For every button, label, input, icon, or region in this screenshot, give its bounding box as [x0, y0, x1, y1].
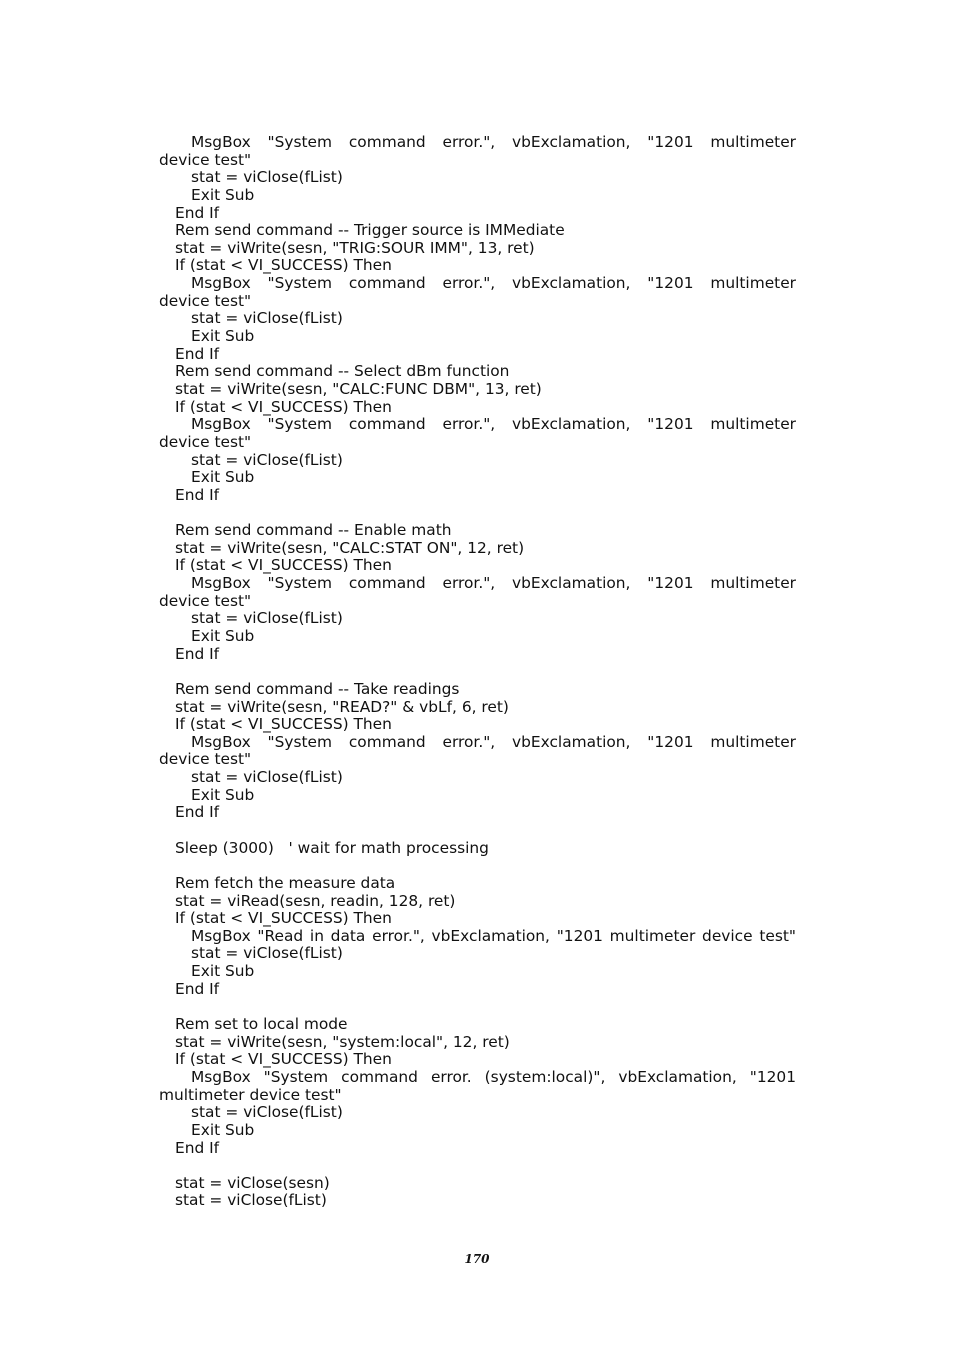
- code-line: stat = viWrite(sesn, "CALC:STAT ON", 12, ret): [175, 538, 525, 557]
- code-line: device test": [159, 291, 252, 310]
- code-line: stat = viClose(fList): [191, 768, 343, 787]
- code-line: stat = viWrite(sesn, "system:local", 12, ret): [175, 1032, 510, 1051]
- code-line: MsgBox "Read in data error.", vbExclamation, "1201 multimeter device test": [191, 926, 796, 945]
- code-line: stat = viClose(fList): [191, 1103, 343, 1122]
- code-line: Rem fetch the measure data: [175, 873, 396, 892]
- code-line: stat = viRead(sesn, readin, 128, ret): [175, 891, 456, 910]
- code-line: stat = viClose(fList): [191, 168, 343, 187]
- code-line: End If: [175, 979, 220, 998]
- code-line: MsgBox "System command error.", vbExclamation, "1201 multimeter: [191, 732, 796, 751]
- code-line: Exit Sub: [191, 327, 255, 346]
- code-line: End If: [175, 803, 220, 822]
- code-line: Exit Sub: [191, 785, 255, 804]
- code-line: stat = viClose(fList): [175, 1191, 327, 1210]
- code-line: stat = viClose(fList): [191, 309, 343, 328]
- code-line: If (stat < VI_SUCCESS) Then: [175, 556, 392, 575]
- code-line: stat = viWrite(sesn, "READ?" & vbLf, 6, ret): [175, 697, 509, 716]
- code-line: MsgBox "System command error.", vbExclamation, "1201 multimeter: [191, 274, 796, 293]
- code-line: multimeter device test": [159, 1085, 342, 1104]
- code-line: Exit Sub: [191, 962, 255, 981]
- blank-line: [159, 857, 796, 875]
- code-line: stat = viClose(fList): [191, 450, 343, 469]
- blank-line: [159, 663, 796, 681]
- blank-line: [159, 822, 796, 840]
- code-line: End If: [175, 644, 220, 663]
- blank-line: [159, 1157, 796, 1175]
- code-line: stat = viClose(fList): [191, 944, 343, 963]
- code-line: Rem send command -- Take readings: [175, 679, 460, 698]
- code-line: stat = viClose(fList): [191, 609, 343, 628]
- code-line: Rem send command -- Enable math: [175, 521, 452, 540]
- code-line: MsgBox "System command error.", vbExclamation, "1201 multimeter: [191, 574, 796, 593]
- page-number: 170: [464, 1252, 490, 1266]
- code-line: MsgBox "System command error. (system:local)", vbExclamation, "1201: [191, 1067, 796, 1086]
- code-line: MsgBox "System command error.", vbExclamation, "1201 multimeter: [191, 133, 796, 151]
- code-listing: [159, 134, 796, 1210]
- code-line: stat = viWrite(sesn, "CALC:FUNC DBM", 13, ret): [175, 379, 542, 398]
- code-line: stat = viClose(sesn): [175, 1173, 330, 1192]
- code-line: If (stat < VI_SUCCESS) Then: [175, 256, 392, 275]
- code-line: End If: [175, 1138, 220, 1157]
- code-line: If (stat < VI_SUCCESS) Then: [175, 397, 392, 416]
- code-line: device test": [159, 591, 252, 610]
- code-line: Sleep (3000) ' wait for math processing: [175, 838, 489, 857]
- code-line: End If: [175, 203, 220, 222]
- blank-line: [159, 504, 796, 522]
- code-line: Exit Sub: [191, 185, 255, 204]
- code-line: Rem send command -- Select dBm function: [175, 362, 510, 381]
- code-line: Exit Sub: [191, 626, 255, 645]
- code-line: Rem set to local mode: [175, 1015, 348, 1034]
- code-line: device test": [159, 150, 252, 169]
- blank-line: [159, 998, 796, 1016]
- code-line: stat = viWrite(sesn, "TRIG:SOUR IMM", 13, ret): [175, 238, 535, 257]
- code-line: Rem send command -- Trigger source is IMMediate: [175, 221, 565, 240]
- code-line: If (stat < VI_SUCCESS) Then: [175, 715, 392, 734]
- code-line: End If: [175, 344, 220, 363]
- code-line: If (stat < VI_SUCCESS) Then: [175, 1050, 392, 1069]
- code-line: End If: [175, 485, 220, 504]
- code-line: MsgBox "System command error.", vbExclamation, "1201 multimeter: [191, 415, 796, 434]
- code-line: device test": [159, 432, 252, 451]
- code-line: Exit Sub: [191, 1120, 255, 1139]
- code-line: device test": [159, 750, 252, 769]
- code-line: If (stat < VI_SUCCESS) Then: [175, 909, 392, 928]
- code-line: Exit Sub: [191, 468, 255, 487]
